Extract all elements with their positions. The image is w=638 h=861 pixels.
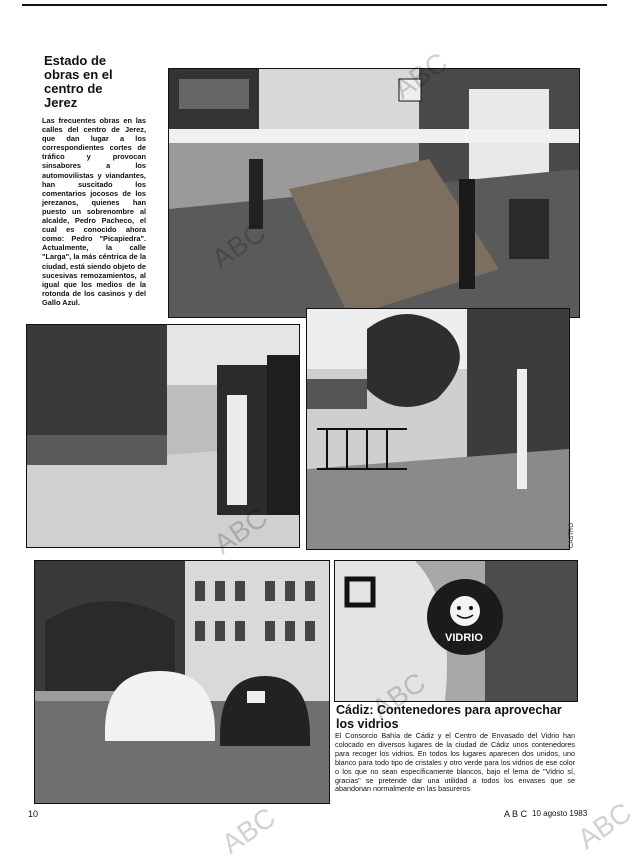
article1-body: Las frecuentes obras en las calles del centro de Jerez, que dan lugar a los correspondientes cortes de tráfico y provocan sinsabores a los automovilistas y viandantes, han suscitado los comentarios jocosos de los jerezanos, quienes han puesto un sobrenombre al alcalde, Pedro Pacheco, el cual es conocido ahora como: Pedro "Picapiedra". Actualmente, la calle "Larga", la más céntrica de la ciudad, está siendo objeto de sucesivas remozamientos, al igual que los medios de la rotonda de los casinos y del Gallo Azul. [42,116,146,307]
publication-date: 10 agosto 1983 [532,809,588,818]
watermark: ABC [572,796,637,855]
photo-street-works-main [168,68,580,318]
photo-credit: CASTRO [569,522,575,548]
top-rule [22,4,607,6]
article1-headline: Estado de obras en el centro de Jerez [44,53,113,110]
article2-body: El Consorcio Bahía de Cádiz y el Centro de Envasado del Vidrio han colocado en diversos lugares de la ciudad de Cádiz unos contenedores para recoger los vidrios. En todos los lugares aparecen dos unidos, uno blanco para todo tipo de cristales y otro verde para los vidrios de ese color o los que no sean específicamente blancos, bajo el lema de "Vidrio sí, gracias" se pretende dar una utilidad a todos los envases que se abandonan normalmente en las basureros [335,731,575,794]
photo-container-logo [334,560,578,702]
photo-barrier-fence [306,308,570,550]
article2-headline: Cádiz: Contenedores para aprovechar los vidrios [336,703,562,731]
watermark: ABC [216,801,281,860]
page-number: 10 [28,809,39,819]
photo-glass-containers [34,560,330,804]
photo-pedestrians [26,324,300,548]
svg-text:VIDRIO: VIDRIO [445,632,483,644]
publication-name: A B C [504,809,528,819]
